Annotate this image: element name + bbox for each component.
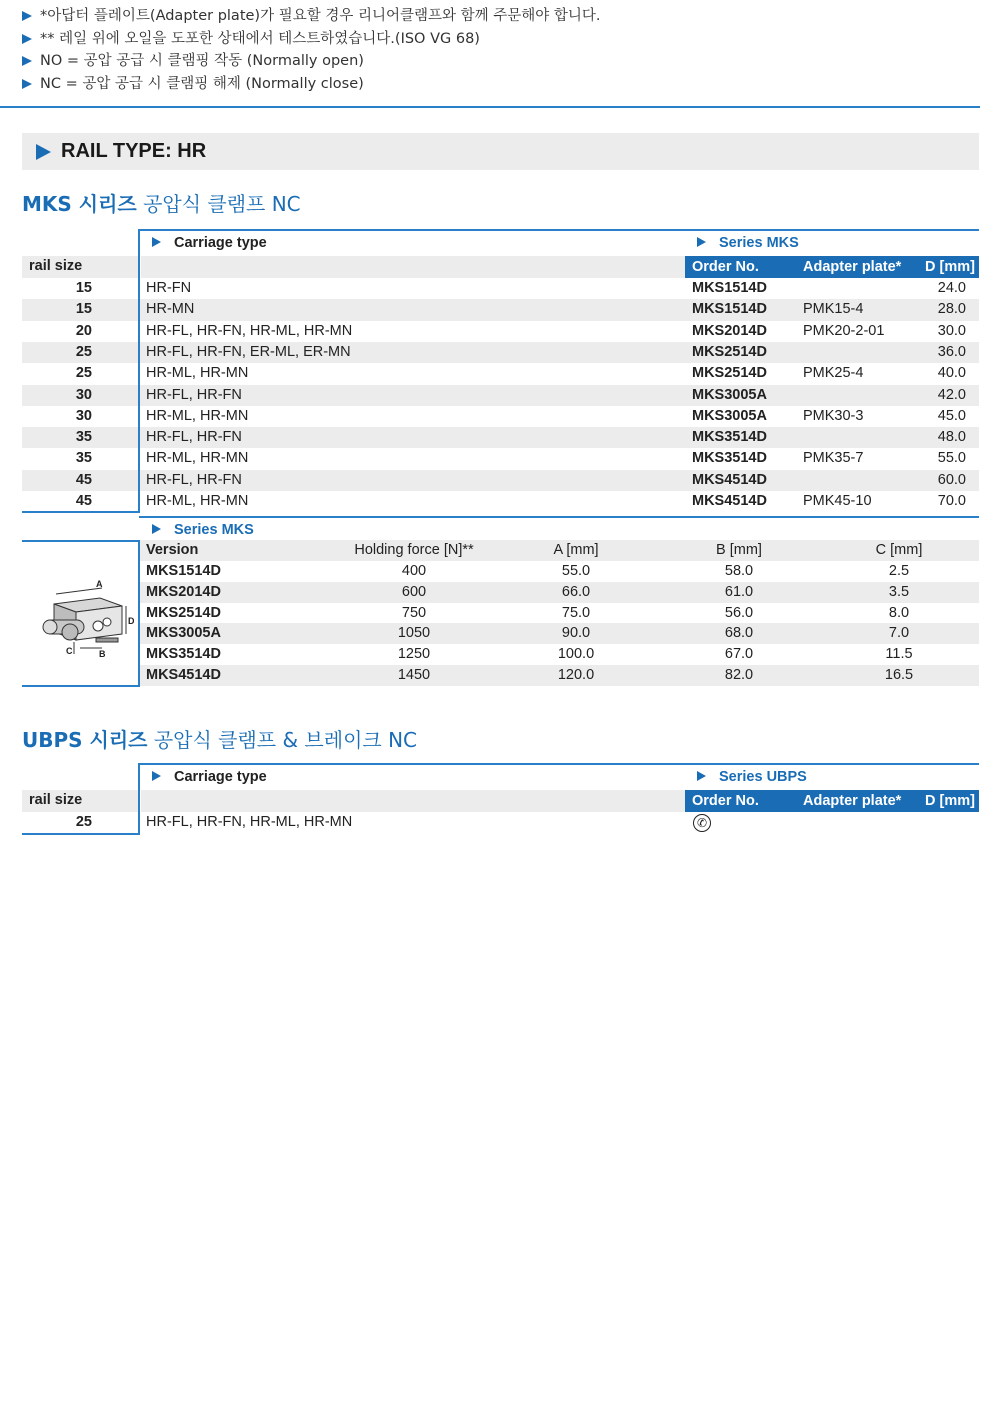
bullet-triangle-icon xyxy=(22,34,32,44)
ubps-section-title: UBPS 시리즈 공압식 클램프 & 브레이크 NC xyxy=(22,728,417,752)
d-cell: 42.0 xyxy=(937,386,966,403)
version-cell: MKS3514D xyxy=(146,646,221,663)
bullet-triangle-icon xyxy=(22,79,32,89)
note-nc: NC = 공압 공급 시 클램핑 해제 (Normally close) xyxy=(22,73,982,96)
table-row xyxy=(139,644,979,665)
table-row xyxy=(139,665,979,686)
table-row xyxy=(22,278,979,299)
carriage-type-header: Carriage type xyxy=(152,235,267,251)
d-cell: 55.0 xyxy=(937,450,966,467)
dim-label-b: B xyxy=(99,649,106,659)
carriage-cell: HR-FL, HR-FN xyxy=(146,471,242,488)
order-no-cell: MKS2514D xyxy=(692,343,767,360)
bottom-rule xyxy=(22,833,140,835)
carriage-cell: HR-FL, HR-FN xyxy=(146,429,242,446)
bottom-rule xyxy=(22,511,140,513)
a-cell: 55.0 xyxy=(561,563,591,579)
force-cell: 1450 xyxy=(397,667,431,683)
order-no-cell: MKS4514D xyxy=(692,493,767,509)
carriage-cell: HR-ML, HR-MN xyxy=(146,365,249,382)
d-cell: 70.0 xyxy=(937,493,966,509)
triangle-icon xyxy=(152,524,161,534)
force-cell: 600 xyxy=(401,583,427,600)
version-cell: MKS3005A xyxy=(146,625,221,642)
table-row: 25 HR-FL, HR-FN, HR-ML, HR-MN ✆ xyxy=(22,812,979,833)
version-cell: MKS4514D xyxy=(146,667,221,683)
c-cell: 2.5 xyxy=(888,563,910,579)
version-cell: MKS2014D xyxy=(146,583,221,600)
col-order-no: Order No. xyxy=(692,259,759,275)
order-no-cell: MKS1514D xyxy=(692,280,767,296)
carriage-cell: HR-FL, HR-FN, HR-ML, HR-MN xyxy=(146,322,353,339)
dim-label-c: C xyxy=(66,646,73,656)
bullet-triangle-icon xyxy=(22,56,32,66)
d-cell: 36.0 xyxy=(937,343,966,360)
rail-size-cell: 30 xyxy=(75,407,92,424)
table-row xyxy=(22,491,979,512)
column-divider xyxy=(138,763,140,835)
diagram-top-rule xyxy=(22,540,140,542)
dim-label-a: A xyxy=(96,579,103,589)
rail-size-cell: 25 xyxy=(75,343,92,360)
series-header: Series UBPS xyxy=(697,769,807,785)
rail-size-cell: 45 xyxy=(75,471,92,488)
rail-size-cell: 35 xyxy=(75,450,92,467)
carriage-cell: HR-MN xyxy=(146,301,195,318)
carriage-header-bg xyxy=(141,790,685,812)
triangle-icon xyxy=(697,771,706,781)
table-row xyxy=(139,603,979,624)
dim-series-header: Series MKS xyxy=(152,522,254,538)
carriage-cell: HR-ML, HR-MN xyxy=(146,407,249,424)
table-row xyxy=(22,299,979,320)
notes-list xyxy=(22,5,982,95)
note-no: NO = 공압 공급 시 클램핑 작동 (Normally open) xyxy=(22,50,982,73)
c-cell: 7.0 xyxy=(888,625,910,642)
rail-size-cell: 15 xyxy=(75,301,92,318)
dim-header-row: Version Holding force [N]** A [mm] B [mm] C [mm] xyxy=(139,540,979,561)
rail-size-cell: 30 xyxy=(75,386,92,403)
ubps-order-table xyxy=(22,763,979,838)
order-columns-header xyxy=(685,256,979,278)
table-row xyxy=(22,321,979,342)
rail-size-cell: 20 xyxy=(75,322,92,339)
b-cell: 61.0 xyxy=(724,583,754,600)
table-row xyxy=(139,582,979,603)
rail-size-cell: 45 xyxy=(75,493,92,509)
note-adapter: *아답터 플레이트(Adapter plate)가 필요할 경우 리니어클램프와 함께 주문해야 합니다. xyxy=(22,5,982,28)
rail-size-cell: 25 xyxy=(75,365,92,382)
table-row xyxy=(139,623,979,644)
c-cell: 11.5 xyxy=(885,646,913,663)
table-row xyxy=(22,406,979,427)
mks-section-title: MKS 시리즈 공압식 클램프 NC xyxy=(22,192,301,216)
table-row xyxy=(22,342,979,363)
force-cell: 1250 xyxy=(397,646,431,663)
b-cell: 67.0 xyxy=(724,646,754,663)
force-cell: 750 xyxy=(401,604,427,621)
c-cell: 3.5 xyxy=(888,583,910,600)
a-cell: 100.0 xyxy=(557,646,595,663)
force-cell: 400 xyxy=(401,563,427,579)
bullet-triangle-icon xyxy=(22,11,32,21)
triangle-icon xyxy=(36,144,51,160)
table-row xyxy=(139,561,979,582)
carriage-cell: HR-FL, HR-FN, ER-ML, ER-MN xyxy=(146,343,351,360)
order-no-cell: MKS3514D xyxy=(692,450,767,467)
adapter-plate-cell: PMK25-4 xyxy=(803,365,864,382)
carriage-cell: HR-FN xyxy=(146,280,192,296)
adapter-plate-cell: PMK30-3 xyxy=(803,407,864,424)
rail-size-label: rail size xyxy=(29,792,83,808)
column-divider xyxy=(138,229,140,512)
b-cell: 58.0 xyxy=(724,563,754,579)
header-rule xyxy=(139,229,979,231)
dim-label-d: D xyxy=(128,616,134,626)
header-rule xyxy=(139,516,979,518)
order-no-cell: MKS3514D xyxy=(692,429,767,446)
a-cell: 90.0 xyxy=(561,625,591,642)
rail-size-cell: 35 xyxy=(75,429,92,446)
d-cell: 24.0 xyxy=(937,280,966,296)
carriage-cell: HR-FL, HR-FN xyxy=(146,386,242,403)
bottom-rule xyxy=(22,685,140,687)
rail-size-cell: 15 xyxy=(75,280,92,296)
col-d: D [mm] xyxy=(925,793,975,809)
triangle-icon xyxy=(152,771,161,781)
b-cell: 68.0 xyxy=(724,625,754,642)
order-columns-header xyxy=(685,790,979,812)
divider xyxy=(0,106,980,108)
a-cell: 66.0 xyxy=(561,583,591,600)
d-cell: 48.0 xyxy=(937,429,966,446)
adapter-plate-cell: PMK35-7 xyxy=(803,450,864,467)
d-cell: 45.0 xyxy=(937,407,966,424)
carriage-cell: HR-ML, HR-MN xyxy=(146,493,249,509)
a-cell: 120.0 xyxy=(557,667,595,683)
adapter-plate-cell: PMK15-4 xyxy=(803,301,864,318)
d-cell: 28.0 xyxy=(937,301,966,318)
table-row xyxy=(22,385,979,406)
col-adapter-plate: Adapter plate* xyxy=(803,793,902,809)
triangle-icon xyxy=(697,237,706,247)
order-no-cell: MKS3005A xyxy=(692,386,767,403)
order-no-cell: MKS2514D xyxy=(692,365,767,382)
rail-type-title: RAIL TYPE: HR xyxy=(61,140,207,162)
mks-dimension-table xyxy=(22,516,979,691)
d-cell: 40.0 xyxy=(937,365,966,382)
carriage-header-bg xyxy=(141,256,685,278)
b-cell: 82.0 xyxy=(724,667,754,683)
column-divider xyxy=(138,540,140,687)
adapter-plate-cell: PMK45-10 xyxy=(803,493,872,509)
table-row xyxy=(22,363,979,384)
d-cell: 60.0 xyxy=(937,471,966,488)
table-row xyxy=(22,470,979,491)
a-cell: 75.0 xyxy=(561,604,591,621)
version-cell: MKS1514D xyxy=(146,563,221,579)
adapter-plate-cell: PMK20-2-01 xyxy=(803,322,885,339)
c-cell: 16.5 xyxy=(884,667,914,683)
c-cell: 8.0 xyxy=(888,604,910,621)
col-d: D [mm] xyxy=(925,259,975,275)
d-cell: 30.0 xyxy=(937,322,966,339)
rail-size-label: rail size xyxy=(29,258,83,274)
triangle-icon xyxy=(152,237,161,247)
force-cell: 1050 xyxy=(397,625,431,642)
carriage-cell: HR-ML, HR-MN xyxy=(146,450,249,467)
order-no-cell: MKS1514D xyxy=(692,301,767,318)
carriage-type-header: Carriage type xyxy=(152,769,267,785)
series-header: Series MKS xyxy=(697,235,799,251)
b-cell: 56.0 xyxy=(724,604,754,621)
note-oil: ** 레일 위에 오일을 도포한 상태에서 테스트하였습니다.(ISO VG 68) xyxy=(22,28,982,51)
phone-icon: ✆ xyxy=(693,814,711,832)
order-no-cell: MKS4514D xyxy=(692,471,767,488)
mks-order-table xyxy=(22,229,979,519)
order-no-cell: MKS2014D xyxy=(692,322,767,339)
header-rule xyxy=(139,763,979,765)
table-row xyxy=(22,448,979,469)
col-order-no: Order No. xyxy=(692,793,759,809)
order-no-cell: MKS3005A xyxy=(692,407,767,424)
version-cell: MKS2514D xyxy=(146,604,221,621)
col-adapter-plate: Adapter plate* xyxy=(803,259,902,275)
rail-type-bar xyxy=(22,133,979,170)
clamp-diagram xyxy=(30,576,134,660)
table-row xyxy=(22,427,979,448)
